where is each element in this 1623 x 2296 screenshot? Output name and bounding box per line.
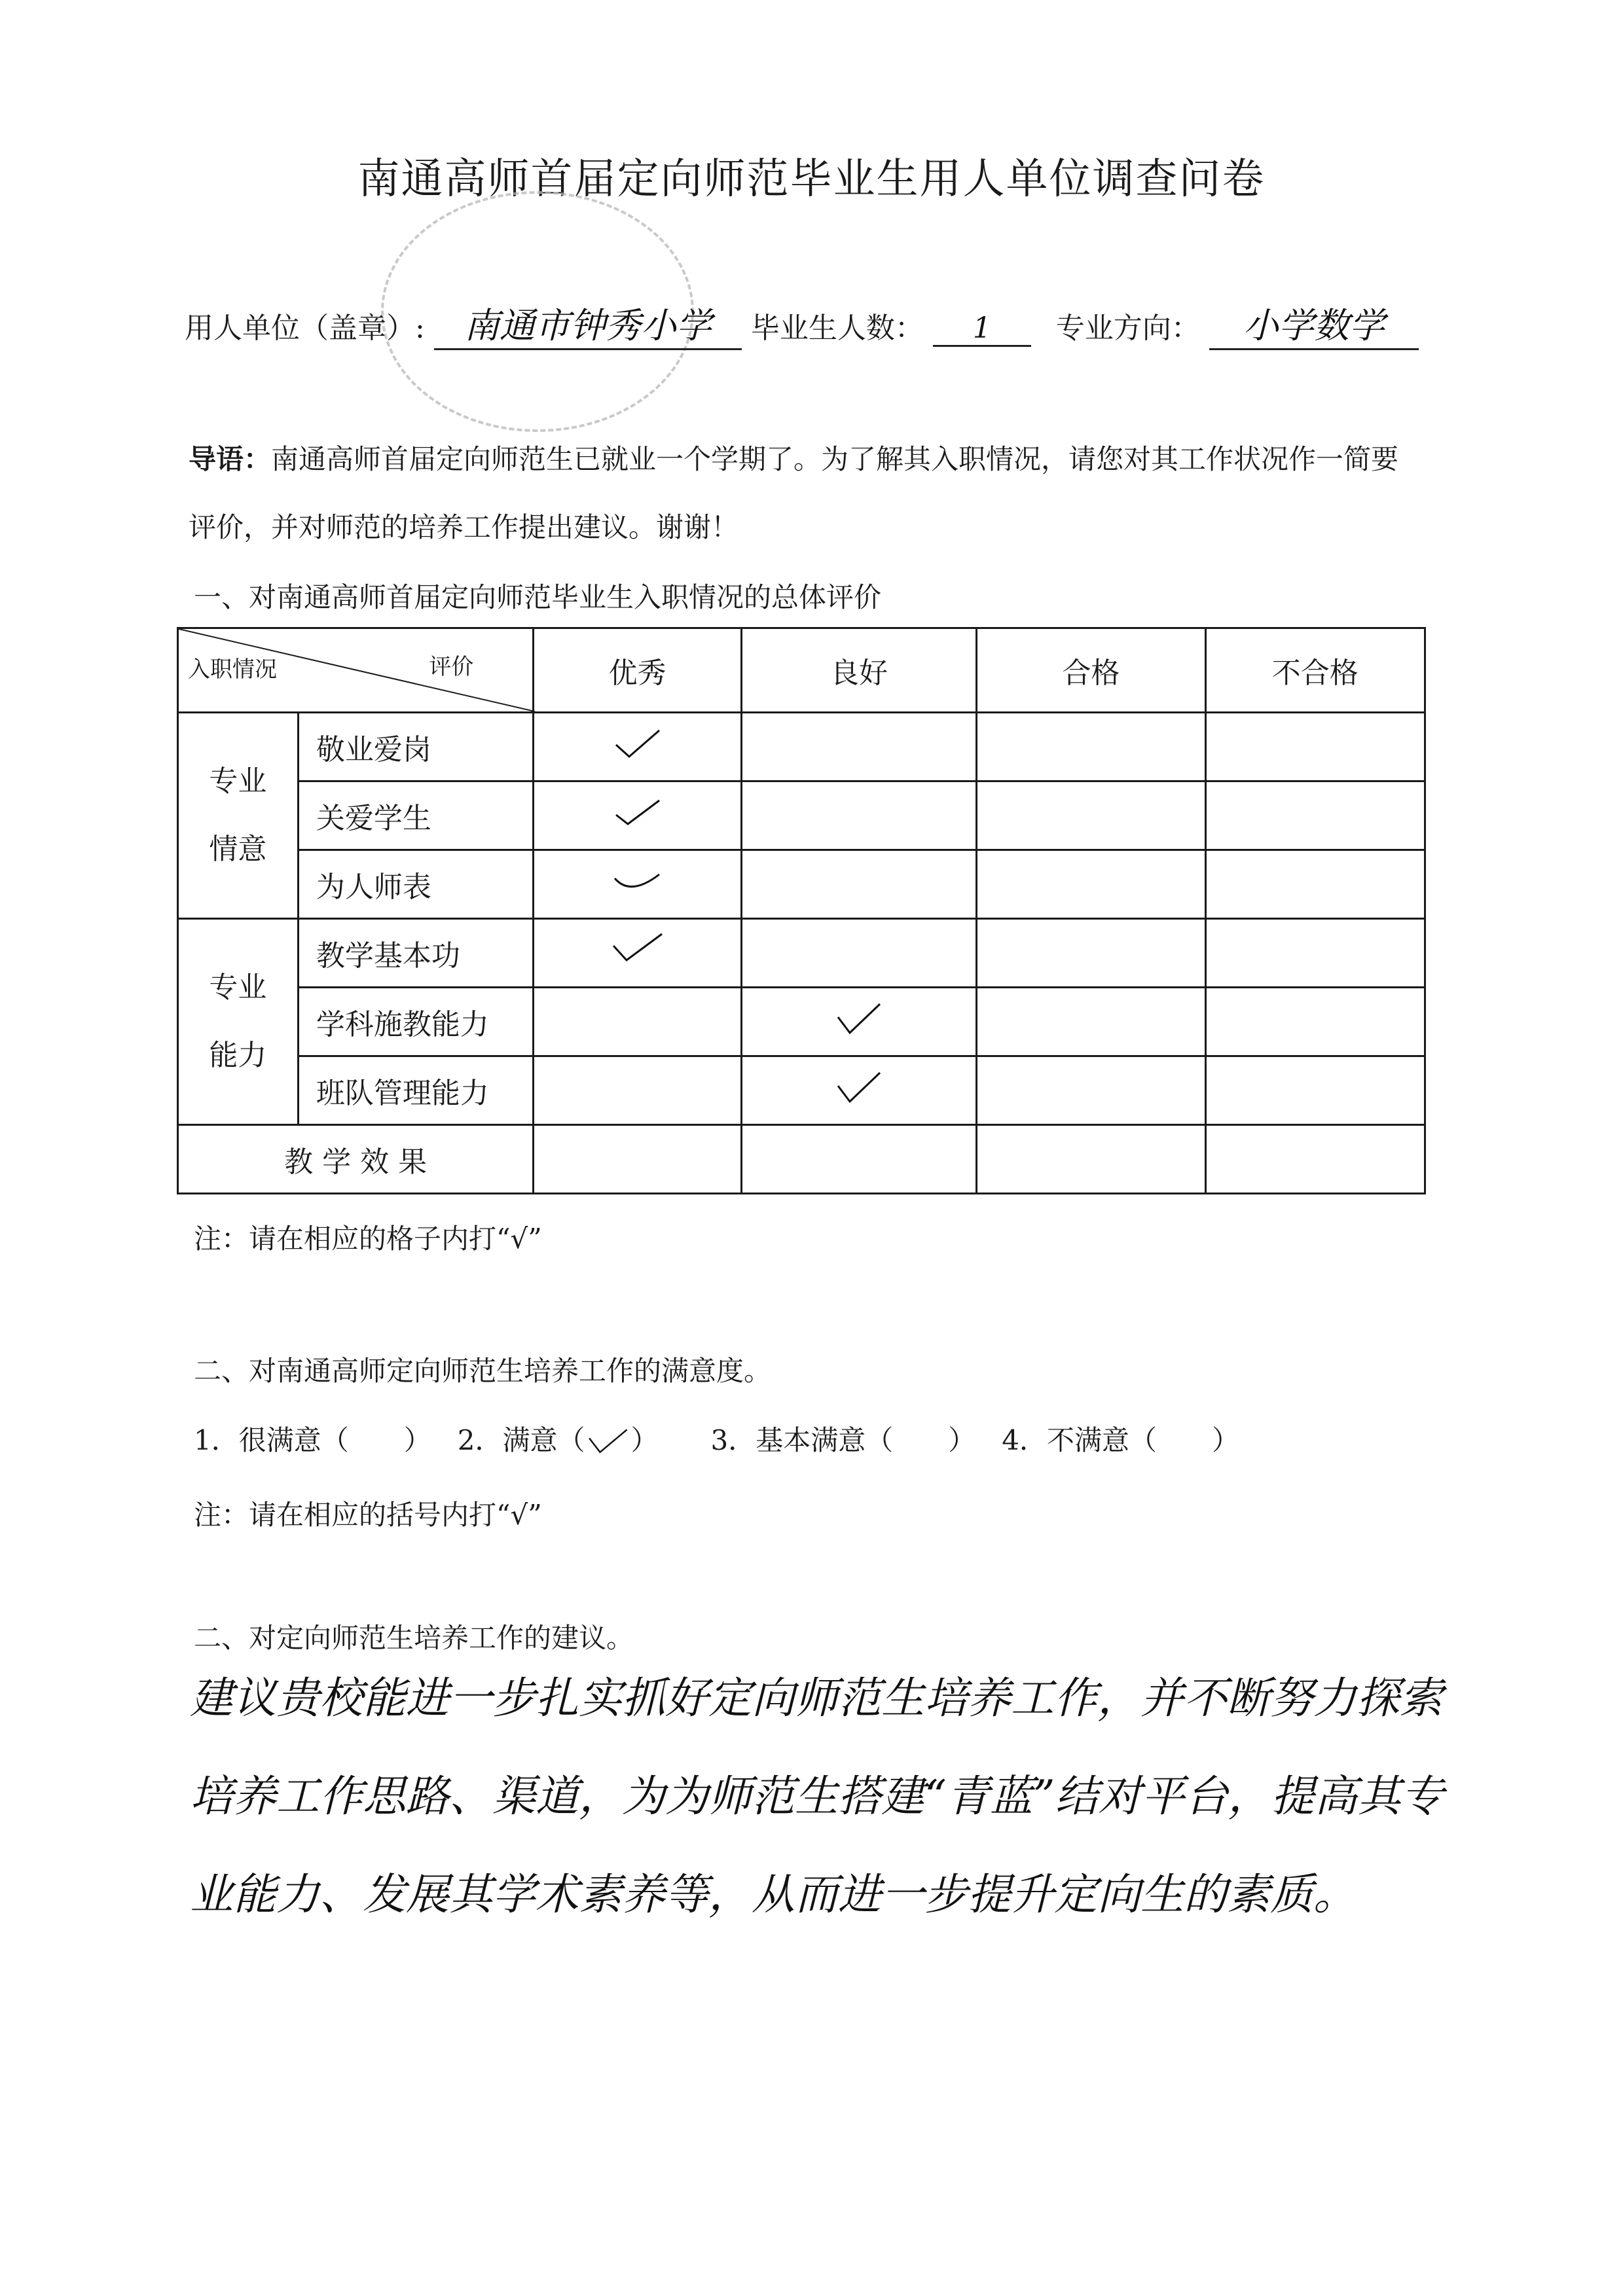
rating-cell xyxy=(1205,781,1425,850)
item-label: 班队管理能力 xyxy=(298,1056,533,1125)
rating-cell xyxy=(1205,919,1425,988)
rating-cell xyxy=(534,1056,742,1125)
grads-value: 1 xyxy=(933,312,1031,347)
rating-cell xyxy=(741,781,976,850)
intro-text: 南通高师首届定向师范生已就业一个学期了。为了解其入职情况，请您对其工作状况作一简要评价，并对师范的培养工作提出建议。谢谢！ xyxy=(189,443,1399,543)
page-title: 南通高师首届定向师范毕业生用人单位调查问卷 xyxy=(357,155,1266,204)
item-label: 教学基本功 xyxy=(298,919,533,988)
table-row xyxy=(178,713,1425,781)
evaluation-table xyxy=(177,627,1426,1194)
corner-cell xyxy=(178,628,534,713)
rating-cell xyxy=(534,1125,742,1194)
option-basically-satisfied: 3．基本满意（ ） xyxy=(710,1424,976,1456)
table-row xyxy=(178,781,1425,850)
rating-cell xyxy=(977,850,1205,919)
rating-cell xyxy=(977,713,1205,781)
employer-row xyxy=(185,298,1419,350)
major-value: 小学数学 xyxy=(1209,298,1419,350)
rating-cell xyxy=(741,850,976,919)
rating-cell xyxy=(534,919,742,988)
item-label: 学科施教能力 xyxy=(298,988,533,1056)
option-satisfied: 2．满意（ ） xyxy=(457,1424,659,1456)
check-mark-icon xyxy=(611,725,663,762)
rating-cell xyxy=(1205,850,1425,919)
major-label: 专业方向： xyxy=(1055,312,1200,345)
section1-note: 注：请在相应的格子内打“√” xyxy=(194,1223,542,1255)
grads-label: 毕业生人数： xyxy=(750,312,924,345)
rating-cell xyxy=(741,919,976,988)
intro-paragraph xyxy=(189,425,1406,562)
rating-cell xyxy=(741,713,976,781)
rating-cell xyxy=(534,850,742,919)
intro-lead: 导语： xyxy=(189,443,272,475)
col-header: 良好 xyxy=(741,628,976,713)
section2-heading: 二、对南通高师定向师范生培养工作的满意度。 xyxy=(194,1355,772,1387)
check-mark-icon xyxy=(611,863,663,899)
check-mark-icon xyxy=(585,1427,630,1458)
rating-cell xyxy=(977,781,1205,850)
table-row xyxy=(178,1056,1425,1125)
rating-cell xyxy=(977,1056,1205,1125)
col-header: 不合格 xyxy=(1205,628,1425,713)
section3-heading: 二、对定向师范生培养工作的建议。 xyxy=(194,1622,634,1654)
rating-cell xyxy=(1205,713,1425,781)
table-row xyxy=(178,1125,1425,1194)
handwritten-suggestion: 建议贵校能进一步扎实抓好定向师范生培养工作，并不断努力探索培养工作思路、渠道，为为师范生搭建“青蓝”结对平台，提高其专业能力、发展其学术素养等，从而进一步提升定向生的素质。 xyxy=(190,1673,1444,1920)
table-row xyxy=(178,988,1425,1056)
rating-cell xyxy=(1205,1125,1425,1194)
col-header: 优秀 xyxy=(534,628,742,713)
corner-left-label: 入职情况 xyxy=(188,656,277,683)
effect-label: 教 学 效 果 xyxy=(178,1125,534,1194)
col-header: 合格 xyxy=(977,628,1205,713)
option-very-satisfied: 1．很满意（ ） xyxy=(194,1424,431,1456)
group-label: 专业能力 xyxy=(178,919,299,1125)
rating-cell xyxy=(534,988,742,1056)
rating-cell xyxy=(977,919,1205,988)
rating-cell xyxy=(534,781,742,850)
option-not-satisfied: 4．不满意（ ） xyxy=(1002,1424,1239,1456)
section2-note: 注：请在相应的括号内打“√” xyxy=(194,1499,542,1531)
item-label: 关爱学生 xyxy=(298,781,533,850)
rating-cell xyxy=(977,1125,1205,1194)
table-row xyxy=(178,919,1425,988)
table-row xyxy=(178,850,1425,919)
satisfaction-options xyxy=(194,1419,1266,1458)
item-label: 为人师表 xyxy=(298,850,533,919)
employer-label: 用人单位（盖章）: xyxy=(185,312,425,345)
rating-cell xyxy=(534,713,742,781)
rating-cell xyxy=(741,1056,976,1125)
table-header-row xyxy=(178,628,1425,713)
check-mark-icon xyxy=(611,794,663,831)
section1-heading: 一、对南通高师首届定向师范毕业生入职情况的总体评价 xyxy=(194,581,882,613)
item-label: 敬业爱岗 xyxy=(298,713,533,781)
rating-cell xyxy=(741,988,976,1056)
group-label: 专业情意 xyxy=(178,713,299,919)
rating-cell xyxy=(977,988,1205,1056)
rating-cell xyxy=(1205,988,1425,1056)
rating-cell xyxy=(1205,1056,1425,1125)
employer-value: 南通市钟秀小学 xyxy=(434,298,742,350)
check-mark-icon xyxy=(833,1000,885,1037)
check-mark-icon xyxy=(833,1069,885,1105)
check-mark-icon xyxy=(611,931,663,968)
rating-cell xyxy=(741,1125,976,1194)
corner-right-label: 评价 xyxy=(429,654,474,680)
